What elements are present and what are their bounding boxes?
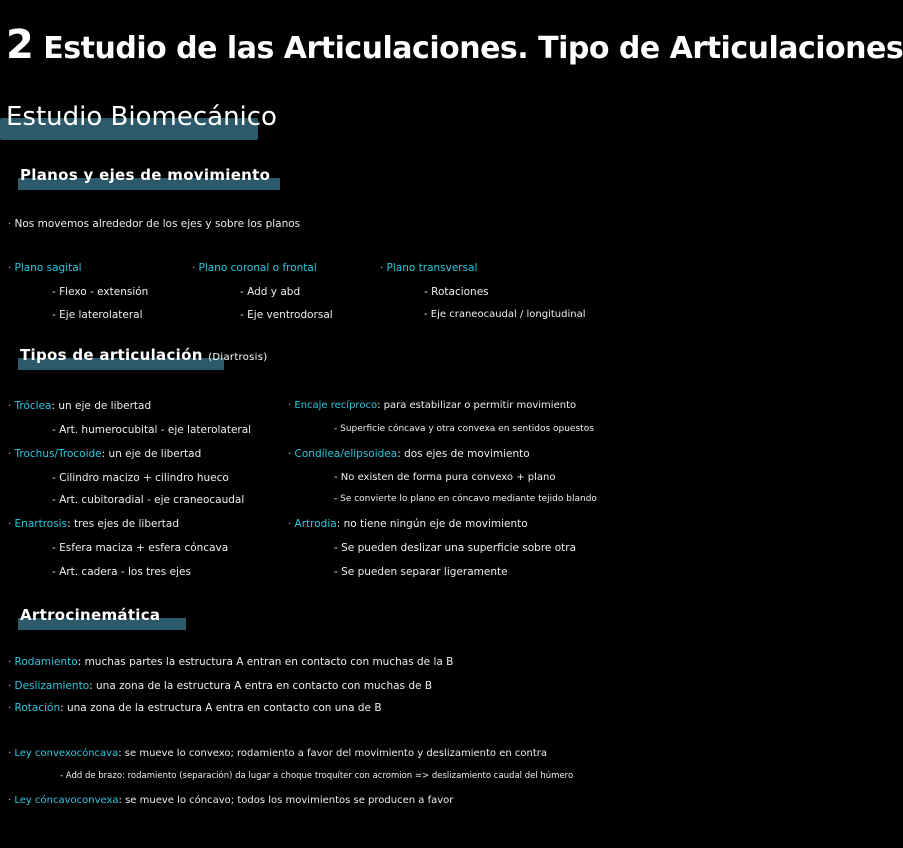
tipo-condilea-line-1: - No existen de forma pura convexo + plano	[334, 472, 556, 483]
plano-sagital-line-2: - Eje laterolateral	[52, 309, 143, 321]
artro-rodamiento: · Rodamiento: muchas partes la estructura A entran en contacto con muchas de la B	[8, 656, 454, 668]
tipo-encaje: · Encaje recíproco: para estabilizar o permitir movimiento	[288, 400, 577, 411]
plano-sagital-line-1: - Flexo - extensión	[52, 286, 149, 298]
artro-rotacion: · Rotación: una zona de la estructura A entra en contacto con una de B	[8, 702, 382, 714]
subtitle: Estudio Biomecánico	[6, 102, 277, 132]
tipo-artrodia-line-1: - Se pueden deslizar una superficie sobre otra	[334, 542, 577, 554]
tipos-heading-text: Tipos de articulación	[20, 346, 203, 364]
tipo-trochus-line-2: - Art. cubitoradial - eje craneocaudal	[52, 494, 245, 506]
tipo-trochus-line-1: - Cilindro macizo + cilindro hueco	[52, 472, 229, 484]
planos-heading: Planos y ejes de movimiento	[20, 166, 271, 184]
plano-coronal: · Plano coronal o frontal	[192, 262, 317, 274]
tipo-enartrosis-line-2: - Art. cadera - los tres ejes	[52, 566, 191, 578]
tipo-troclea: · Tróclea: un eje de libertad	[8, 400, 152, 412]
title-text: Estudio de las Articulaciones. Tipo de Articulaciones	[43, 31, 903, 66]
tipos-heading	[20, 346, 267, 364]
plano-coronal-line-2: - Eje ventrodorsal	[240, 309, 333, 321]
artro-deslizamiento: · Deslizamiento: una zona de la estructura A entra en contacto con muchas de B	[8, 680, 433, 692]
plano-transversal-label: Plano transversal	[386, 262, 478, 274]
tipo-trochus: · Trochus/Trocoide: un eje de libertad	[8, 448, 202, 460]
plano-transversal: · Plano transversal	[380, 262, 478, 274]
page-title	[6, 22, 903, 68]
plano-coronal-label: Plano coronal o frontal	[198, 262, 317, 274]
tipo-artrodia: · Artrodia: no tiene ningún eje de movimiento	[288, 518, 528, 530]
tipo-condilea: · Condílea/elipsoidea: dos ejes de movimiento	[288, 448, 530, 460]
planos-intro: · Nos movemos alrededor de los ejes y sobre los planos	[8, 218, 301, 230]
plano-sagital-label: Plano sagital	[14, 262, 82, 274]
title-number: 2	[6, 22, 34, 68]
plano-transversal-line-2: - Eje craneocaudal / longitudinal	[424, 309, 586, 320]
law-convexoconcava-sub: - Add de brazo: rodamiento (separación) da lugar a choque troquíter con acromion => deslizamiento caudal del húmero	[60, 771, 574, 781]
tipo-troclea-line-1: - Art. humerocubital - eje laterolateral	[52, 424, 252, 436]
law-concavoconvexa: · Ley cóncavoconvexa: se mueve lo cóncavo; todos los movimientos se producen a favor	[8, 795, 454, 806]
tipo-condilea-line-2: - Se convierte lo plano en cóncavo mediante tejido blando	[334, 494, 597, 504]
planos-intro-text: Nos movemos alrededor de los ejes y sobre los planos	[14, 218, 301, 230]
tipo-enartrosis: · Enartrosis: tres ejes de libertad	[8, 518, 180, 530]
tipos-heading-note: (Diartrosis)	[208, 352, 268, 363]
tipo-encaje-line-1: - Superficie cóncava y otra convexa en sentidos opuestos	[334, 424, 594, 434]
plano-sagital: · Plano sagital	[8, 262, 82, 274]
artro-heading: Artrocinemática	[20, 606, 161, 624]
tipo-enartrosis-line-1: - Esfera maciza + esfera cóncava	[52, 542, 229, 554]
plano-transversal-line-1: - Rotaciones	[424, 286, 489, 298]
tipo-artrodia-line-2: - Se pueden separar ligeramente	[334, 566, 508, 578]
law-convexoconcava: · Ley convexocóncava: se mueve lo convexo; rodamiento a favor del movimiento y deslizamiento en contra	[8, 748, 547, 759]
plano-coronal-line-1: - Add y abd	[240, 286, 301, 298]
